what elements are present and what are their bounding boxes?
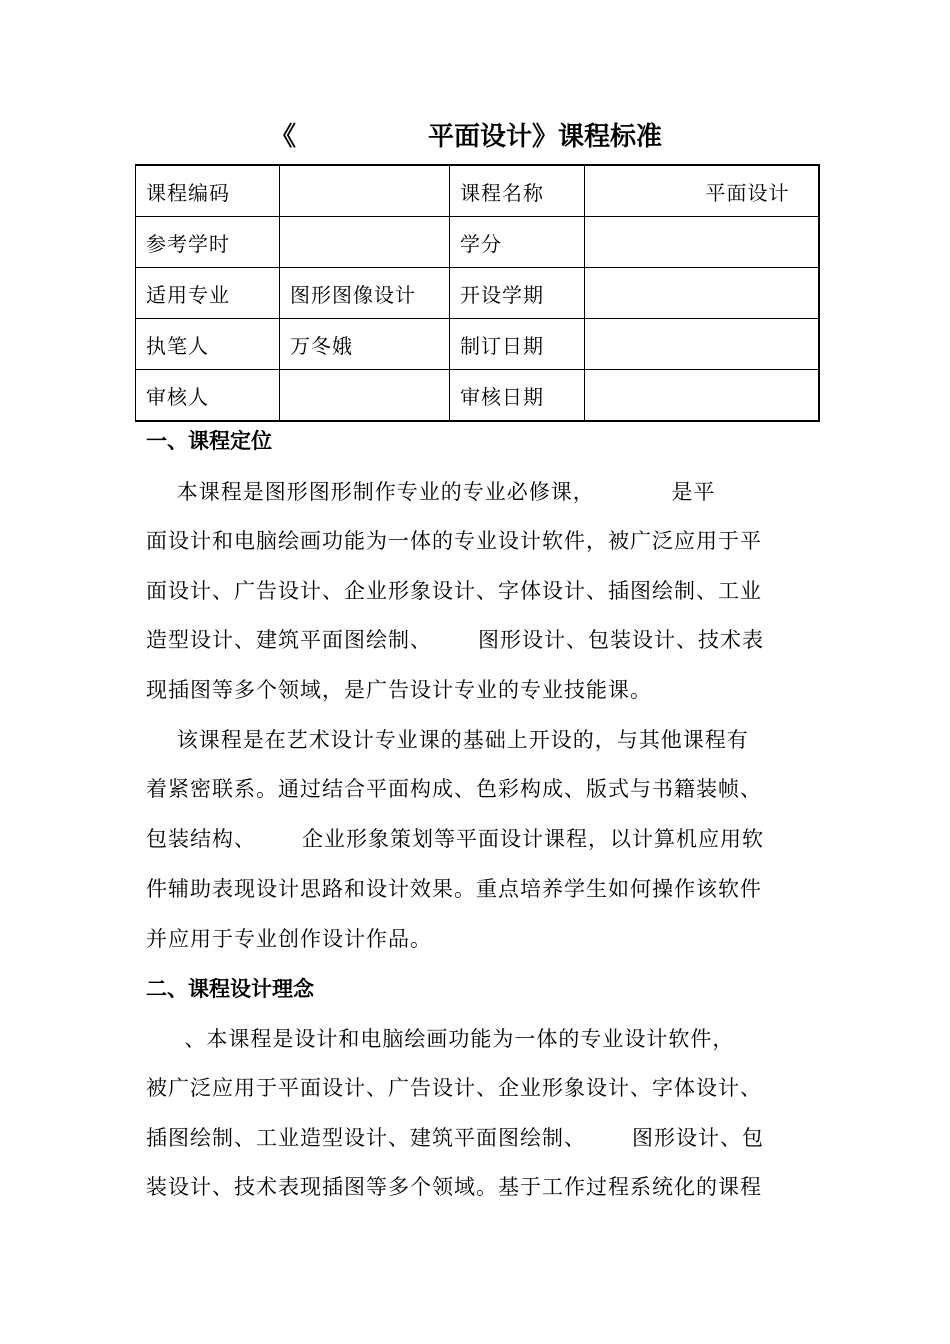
table-cell: 学分: [450, 217, 585, 268]
paragraph-line: 着紧密联系。通过结合平面构成、色彩构成、版式与书籍装帧、: [146, 777, 762, 801]
table-cell: 开设学期: [450, 268, 585, 319]
paragraph-line: 件辅助表现设计思路和设计效果。重点培养学生如何操作该软件: [146, 877, 762, 901]
paragraph-line: 被广泛应用于平面设计、广告设计、企业形象设计、字体设计、: [146, 1076, 762, 1100]
paragraph-line: 该课程是在艺术设计专业课的基础上开设的，与其他课程有: [146, 728, 749, 752]
table-cell: [585, 268, 819, 319]
table-cell: [280, 165, 450, 217]
table-cell: 平面设计: [585, 165, 819, 217]
table-cell: 图形图像设计: [280, 268, 450, 319]
paragraph-line: 造型设计、建筑平面图绘制、 图形设计、包装设计、技术表: [146, 628, 765, 652]
paragraph-line: 插图绘制、工业造型设计、建筑平面图绘制、 图形设计、包: [146, 1126, 765, 1150]
table-cell: 参考学时: [136, 217, 280, 268]
course-info-table: [135, 164, 820, 422]
table-row: [136, 319, 819, 370]
table-cell: 执笔人: [136, 319, 280, 370]
table-cell: [280, 217, 450, 268]
table-cell: 制订日期: [450, 319, 585, 370]
table-cell: [585, 370, 819, 422]
table-cell: 课程名称: [450, 165, 585, 217]
table-cell: 万冬娥: [280, 319, 450, 370]
document-title: [0, 112, 950, 152]
table-row: [136, 370, 819, 422]
table-cell: 审核日期: [450, 370, 585, 422]
paragraph-line: 包装结构、 企业形象策划等平面设计课程，以计算机应用软: [146, 827, 765, 851]
paragraph-line: 面设计和电脑绘画功能为一体的专业设计软件，被广泛应用于平: [146, 529, 762, 553]
paragraph-line: 装设计、技术表现插图等多个领域。基于工作过程系统化的课程: [146, 1175, 762, 1199]
paragraph-line: 、本课程是设计和电脑绘画功能为一体的专业设计软件，: [146, 1027, 735, 1051]
title-open-quote: 《: [270, 122, 297, 152]
table-row: [136, 217, 819, 268]
table-row: [136, 165, 819, 217]
paragraph-line: 并应用于专业创作设计作品。: [146, 927, 432, 951]
paragraph-line: 现插图等多个领域，是广告设计专业的专业技能课。: [146, 678, 652, 702]
section-heading-positioning: 一、课程定位: [146, 429, 272, 453]
table-cell: [585, 319, 819, 370]
paragraph-line: 本课程是图形图形制作专业的专业必修课， 是平: [146, 480, 716, 504]
table-cell: [585, 217, 819, 268]
section-heading-design-concept: 二、课程设计理念: [146, 977, 314, 1001]
table-cell: 课程编码: [136, 165, 280, 217]
table-row: [136, 268, 819, 319]
table-cell: 适用专业: [136, 268, 280, 319]
paragraph-line: 面设计、广告设计、企业形象设计、字体设计、插图绘制、工业: [146, 579, 762, 603]
table-cell: 审核人: [136, 370, 280, 422]
title-text: 平面设计》课程标准: [428, 122, 663, 152]
table-cell: [280, 370, 450, 422]
